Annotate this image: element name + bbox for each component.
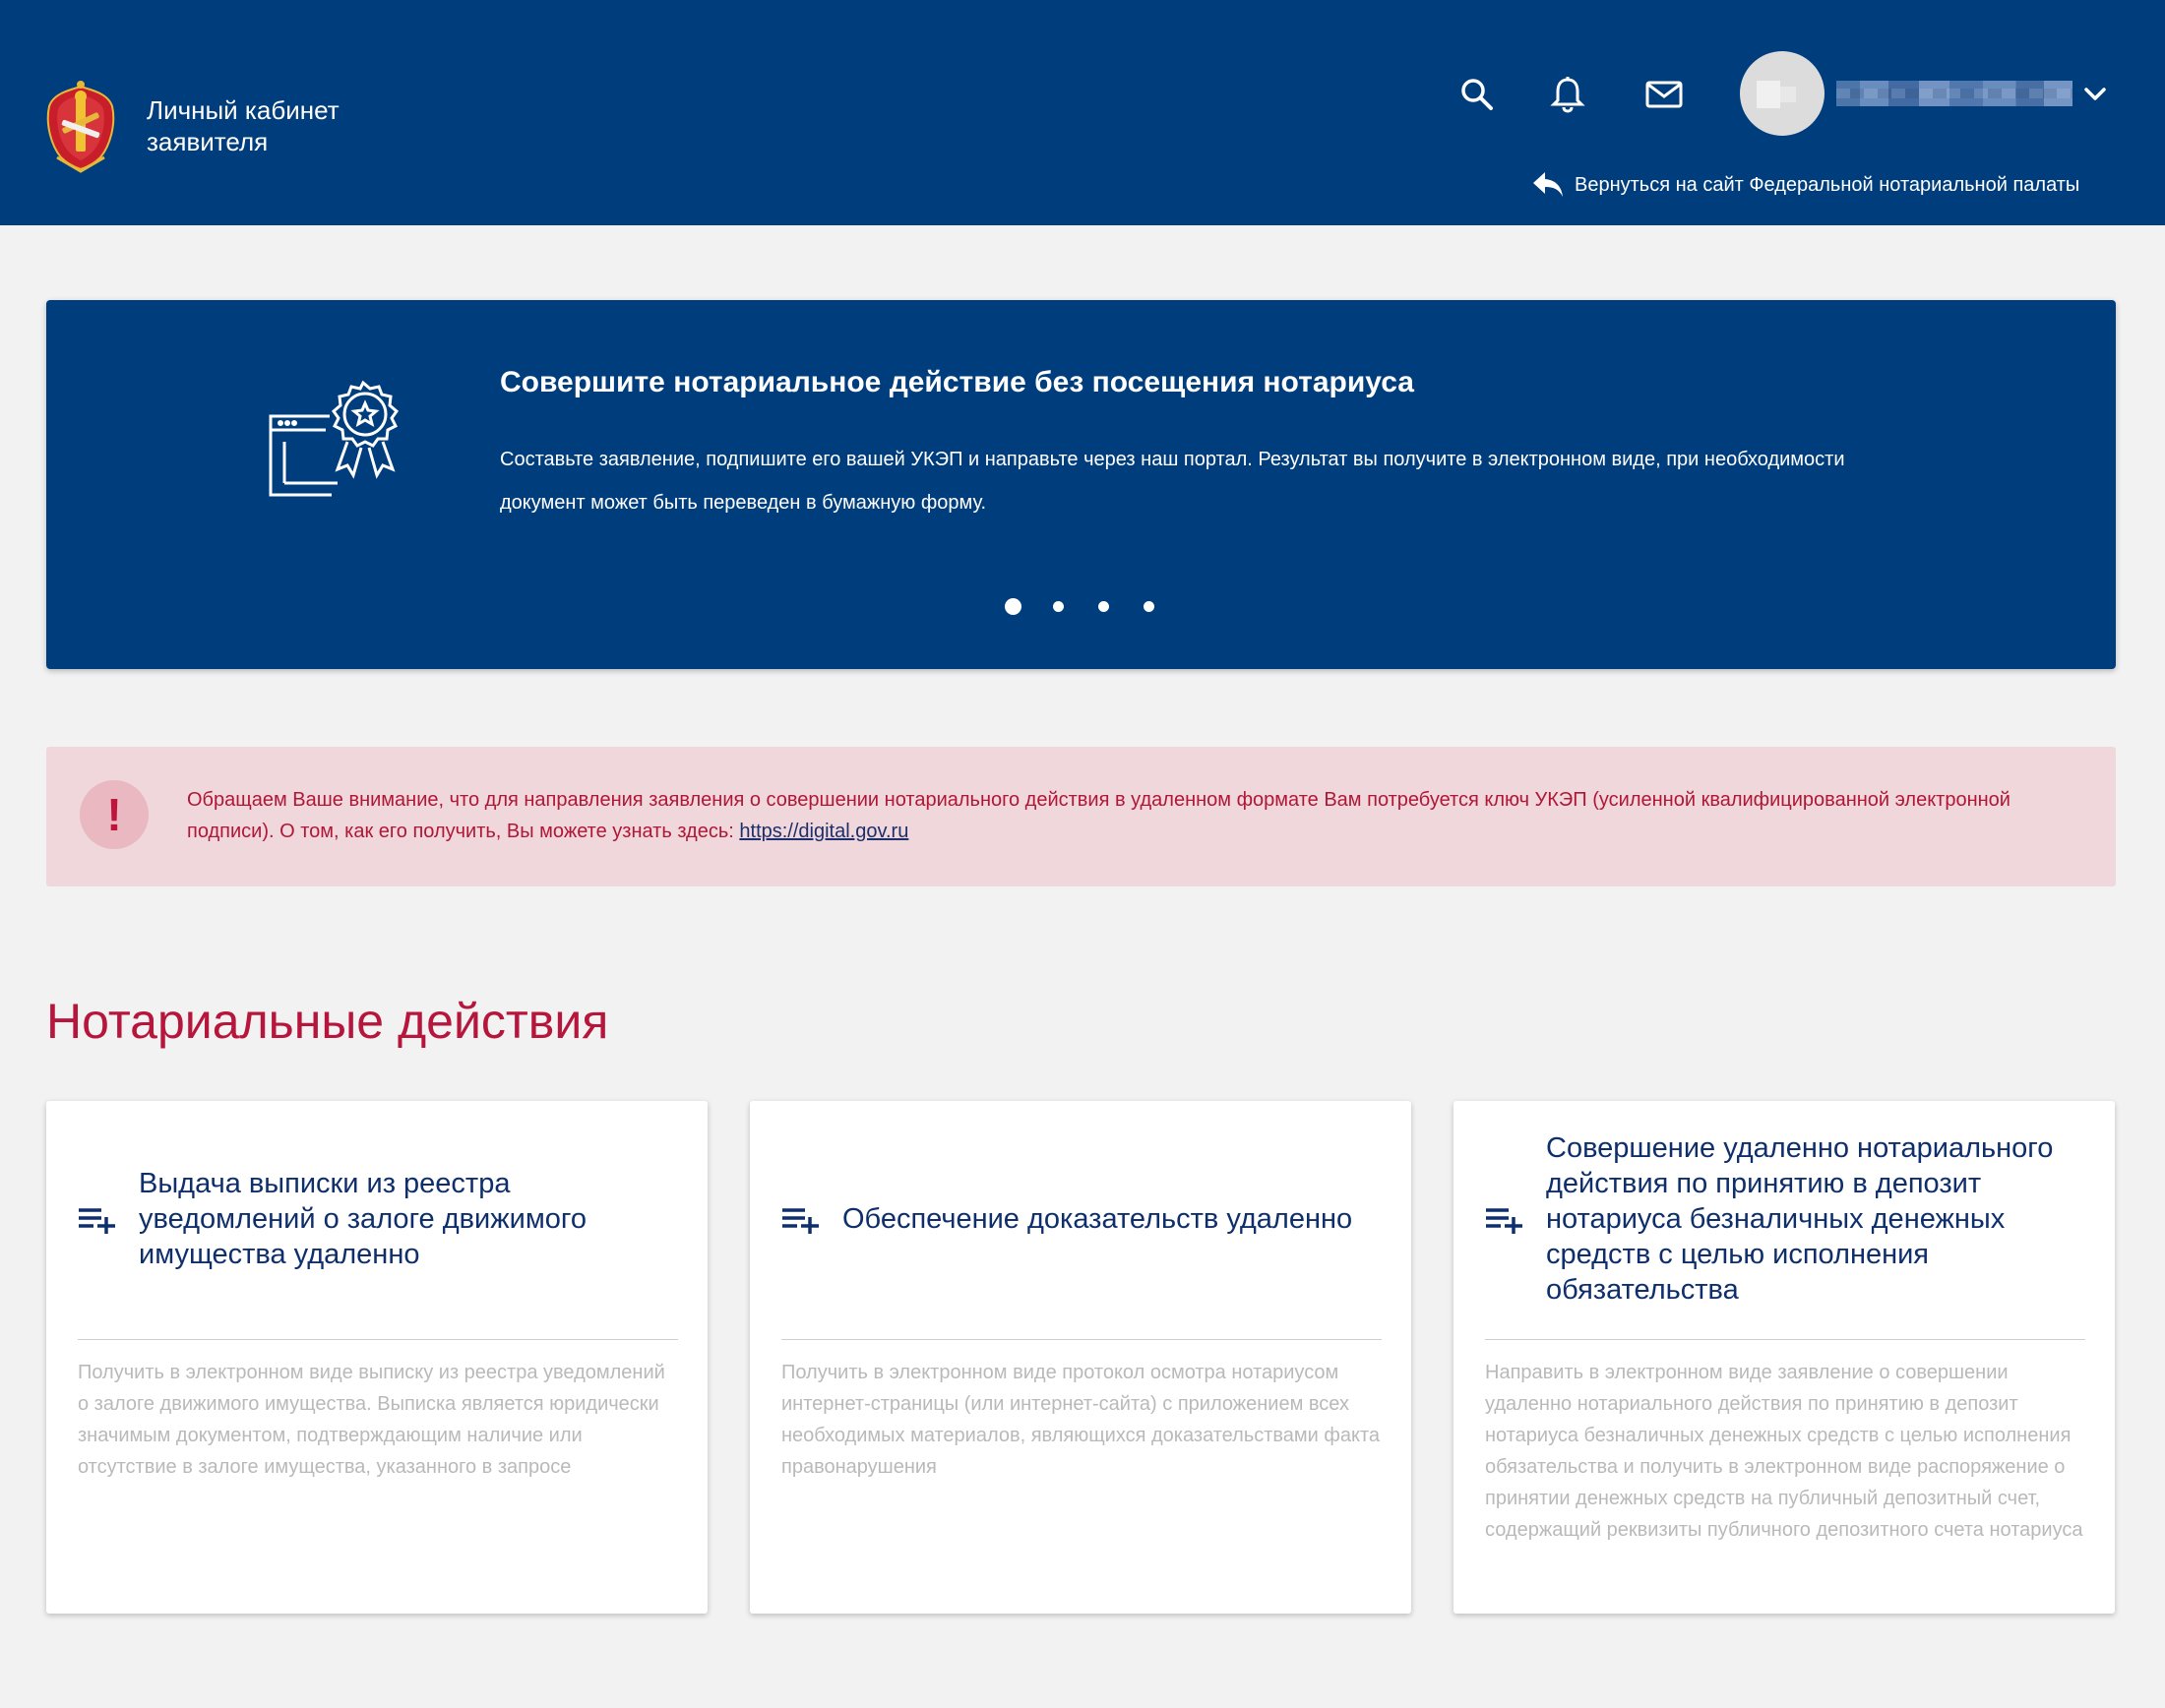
card-header <box>781 1121 1382 1317</box>
card-divider <box>781 1339 1382 1340</box>
carousel-dot-3[interactable] <box>1098 601 1109 612</box>
card-deposit-funds[interactable] <box>1454 1101 2115 1614</box>
carousel-dot-4[interactable] <box>1144 601 1154 612</box>
card-registry-extract[interactable] <box>46 1101 708 1614</box>
playlist-add-icon <box>78 1204 117 1234</box>
mail-icon[interactable] <box>1644 75 1684 114</box>
user-name-blurred[interactable] <box>1836 81 2072 106</box>
card-title: Выдача выписки из реестра уведомлений о залоге движимого имущества удаленно <box>139 1168 587 1270</box>
playlist-add-icon <box>1485 1204 1524 1234</box>
app-title[interactable]: Личный кабинет заявителя <box>147 95 340 156</box>
card-divider <box>78 1339 678 1340</box>
card-evidence-securing[interactable] <box>750 1101 1411 1614</box>
search-icon[interactable] <box>1457 75 1497 114</box>
carousel-dot-1[interactable] <box>1005 598 1021 615</box>
back-link-text: Вернуться на сайт Федеральной нотариальной палаты <box>1575 173 2080 196</box>
card-title: Обеспечение доказательств удаленно <box>842 1203 1353 1235</box>
exclamation-icon: ! <box>80 780 149 849</box>
promo-banner <box>46 300 2116 669</box>
certificate-icon <box>269 379 414 507</box>
banner-title: Совершите нотариальное действие без посещения нотариуса <box>500 366 1414 398</box>
reply-arrow-icon <box>1531 170 1565 200</box>
digital-gov-link[interactable]: https://digital.gov.ru <box>739 821 909 842</box>
card-description: Получить в электронном виде протокол осмотра нотариусом интернет-страницы (или интернет-сайта) с приложением всех необходимых материалов, являющихся доказательствами факта правонарушения <box>781 1362 1381 1478</box>
notice-message: Обращаем Ваше внимание, что для направления заявления о совершении нотариального действия в удаленном формате Вам потребуется ключ УКЭП (усиленной квалифицированной электронной подписи). О том, как его получить, Вы можете узнать здесь: <box>187 789 2010 842</box>
card-title: Совершение удаленно нотариального действия по принятию в депозит нотариуса безналичных денежных средств с целью исполнения обязательства <box>1546 1132 2054 1306</box>
back-to-fnp-link[interactable] <box>1531 169 2079 201</box>
notice-text <box>187 784 2076 847</box>
header <box>0 0 2165 225</box>
carousel-dot-2[interactable] <box>1053 601 1064 612</box>
chevron-down-icon[interactable] <box>2082 81 2108 106</box>
avatar[interactable] <box>1740 51 1825 136</box>
card-description: Получить в электронном виде выписку из реестра уведомлений о залоге движимого имущества. Выписка является юридически значимым документом, подтверждающим наличие или отсутствие в залоге имущества, указанного в запросе <box>78 1362 665 1478</box>
section-title: Нотариальные действия <box>46 994 609 1049</box>
playlist-add-icon <box>781 1204 821 1234</box>
bell-icon[interactable] <box>1548 75 1587 114</box>
card-header <box>78 1121 678 1317</box>
card-description: Направить в электронном виде заявление о совершении удаленно нотариального действия по принятию в депозит нотариуса безналичных денежных средств с целью исполнения обязательства и получить в электронном виде распоряжение о принятии денежных средств на публичный депозитный счет, содержащий реквизиты публичного депозитного счета нотариуса <box>1485 1362 2083 1541</box>
ukep-warning-notice <box>46 747 2116 886</box>
banner-text: Составьте заявление, подпишите его вашей УКЭП и направьте через наш портал. Результат вы получите в электронном виде, при необходимости документ может быть переведен в бумажную форму. <box>500 449 1845 514</box>
card-header <box>1485 1121 2085 1317</box>
card-divider <box>1485 1339 2085 1340</box>
notary-chamber-logo[interactable] <box>43 77 118 173</box>
carousel-dots <box>46 598 2116 618</box>
